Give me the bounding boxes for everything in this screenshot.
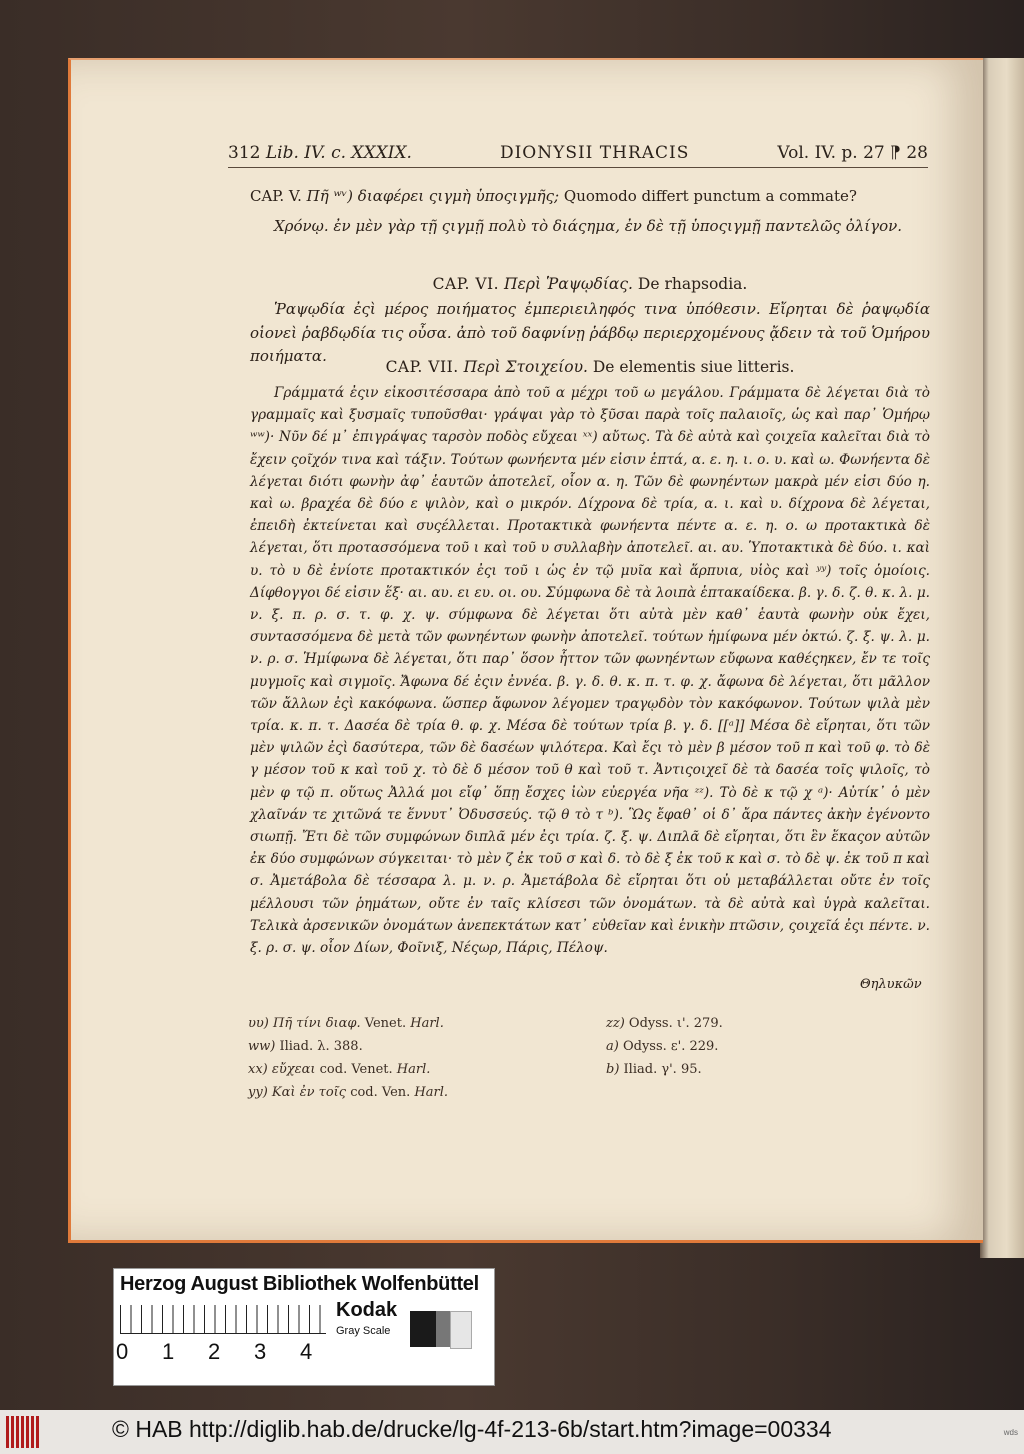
volume-ref: Vol. IV. p. 27 ⁋ 28 (777, 143, 928, 163)
swatch-white (450, 1311, 472, 1349)
footer-bar (0, 1410, 1024, 1454)
footnote: a) Odyss. ε'. 229. (606, 1039, 719, 1054)
color-reference-card (113, 1268, 495, 1386)
catchword: Θηλυκῶν (860, 977, 922, 992)
footnotes-right (606, 1012, 723, 1081)
kodak-logo: Kodak (336, 1299, 398, 1321)
cap-vi-body: Ῥαψῳδία ἐςὶ μέρος ποιήματος ἐμπεριειληφός τινα ὑπόθεσιν. Εἴρηται δὲ ῥαψῳδία οἱονεὶ ῥαβδῳδία τις οὖσα. ἀπὸ τοῦ δαφνίνῃ ῥάβδῳ περιερχομένους ᾄδειν τὰ τοῦ Ὁμήρου ποιήματα. (250, 300, 930, 365)
swatch-gray (436, 1311, 450, 1347)
footnote: ww) Iliad. λ. 388. (248, 1039, 363, 1054)
footnote: xx) εὔχεαι cod. Venet. Harl. (248, 1062, 431, 1077)
facing-page-edge (980, 58, 1024, 1258)
library-name: Herzog August Bibliothek Wolfenbüttel (120, 1273, 479, 1295)
footnote: υυ) Πῆ τίνι διαφ. Venet. Harl. (248, 1016, 444, 1031)
copyright-url: © HAB http://diglib.hab.de/drucke/lg-4f-213-6b/start.htm?image=00334 (112, 1416, 832, 1442)
page-number-ref: 312 Lib. IV. c. XXXIX. (228, 143, 412, 163)
footnotes-left (248, 1012, 448, 1104)
running-header (228, 143, 928, 168)
ruler-numbers: 0 1 2 3 4 (116, 1339, 313, 1364)
hab-logo-icon (6, 1416, 40, 1448)
scale-ruler (120, 1305, 326, 1334)
cap-vii-body: Γράμματά ἐςιν εἰκοσιτέσσαρα ἀπὸ τοῦ α μέχρι τοῦ ω μεγάλου. Γράμματα δὲ λέγεται διὰ τὸ γραμμαῖς καὶ ξυσμαῖς τυποῦσθαι· γράψαι γὰρ τὸ ξῦσαι παρὰ τοῖς παλαιοῖς, ὡς καὶ παρ᾽ Ὁμήρῳ ʷʷ)· Νῦν δέ μ᾽ ἐπιγράψας ταρσὸν ποδὸς εὔχεαι ˣˣ) αὔτως. Τὰ δὲ αὐτὰ καὶ ςοιχεῖα καλεῖται διὰ τὸ ἔχειν ςοῖχόν τινα καὶ τάξιν. Τούτων φωνήεντα μέν εἰσιν ἑπτά, α. ε. η. ι. ο. υ. καὶ ω. Φωνήεντα δὲ λέγεται διότι φωνὴν ἀφ᾽ ἑαυτῶν ἀποτελεῖ, οἷον α. η. Τῶν δὲ φωνηέντων μακρὰ μέν εἰσι δύο η. καὶ ω. βραχέα δὲ δύο ε ψιλὸν, καὶ ο μικρόν. Δίχρονα δὲ τρία, α. ι. καὶ υ. δίχρονα δὲ λέγεται, ἐπειδὴ ἐκτείνεται καὶ συςέλλεται. Προτακτικὰ φωνήεντα πέντε α. ε. η. ο. ω προτακτικὰ δὲ λέγεται, ὅτι προτασσόμενα τοῦ ι καὶ τοῦ υ συλλαβὴν ἀποτελεῖ. αι. αυ. Ὑποτακτικὰ δὲ δύο. ι. καὶ υ. τὸ υ δὲ ἐνίοτε προτακτικόν ἐςι τοῦ ι ὡς ἐν τῷ μυῖα καὶ ἅρπυια, υἱὸς καὶ ʸʸ) τοῖς ὁμοίοις. Δίφθογγοι δέ εἰσιν ἕξ· αι. αυ. ει ευ. οι. ου. Σύμφωνα δὲ τὰ λοιπὰ ἑπτακαίδεκα. β. γ. δ. ζ. θ. κ. λ. μ. ν. ξ. π. ρ. σ. τ. φ. χ. ψ. σύμφωνα δὲ λέγεται ὅτι αὐτὰ μὲν καθ᾽ ἑαυτὰ φωνὴν οὐκ ἔχει, συντασσόμενα δὲ μετὰ τῶν φωνηέντων φωνὴν ἀποτελεῖ. τούτων ἡμίφωνα μέν ὀκτώ. ζ. ξ. ψ. λ. μ. ν. ρ. σ. Ἡμίφωνα δὲ λέγεται, ὅτι παρ᾽ ὅσον ἧττον τῶν φωνηέντων εὔφωνα καθέςηκεν, ἔν τε τοῖς μυγμοῖς καὶ σιγμοῖς. Ἄφωνα δέ ἐςιν ἐννέα. β. γ. δ. θ. κ. π. τ. φ. χ. ἄφωνα δὲ λέγεται, ὅτι μᾶλλον τῶν ἄλλων ἐςὶ κακόφωνα. ὥσπερ ἄφωνον λέγομεν τραγῳδὸν τὸν κακόφωνον. Τούτων ψιλὰ μὲν τρία. κ. π. τ. Δασέα δὲ τρία θ. φ. χ. Μέσα δὲ τούτων τρία β. γ. δ. [[ᵃ]] Μέσα δὲ εἴρηται, ὅτι τῶν μὲν ψιλῶν ἐςὶ δασύτερα, τῶν δὲ δασέων ψιλότερα. Καὶ ἔςι τὸ μὲν β μέσον τοῦ π καὶ τοῦ φ. τὸ δὲ γ μέσον τοῦ κ καὶ τοῦ χ. τὸ δὲ δ μέσον τοῦ θ καὶ τοῦ τ. Ἀντιςοιχεῖ δὲ τὰ δασέα τοῖς ψιλοῖς, τὸ μὲν φ τῷ π. οὕτως Ἀλλά μοι εἴφ᾽ ὅπῃ ἔσχες ἰὼν εὐεργέα νῆα ᶻᶻ). Τὸ δὲ κ τῷ χ ᵃ)· Αὐτίκ᾽ ὁ μὲν χλαῖνάν τε χιτῶνά τε ἕννυτ᾽ Ὀδυσσεύς. τῷ θ τὸ τ ᵇ). Ὣς ἔφαθ᾽ οἱ δ᾽ ἄρα πάντες ἀκὴν ἐγένοντο σιωπῇ. Ἔτι δὲ τῶν συμφώνων διπλᾶ μέν ἐςι τρία. ζ. ξ. ψ. Διπλᾶ δὲ εἴρηται, ὅτι ἓν ἕκαςον αὐτῶν ἐκ δύο συμφώνων σύγκειται· τὸ μὲν ζ ἐκ τοῦ σ καὶ δ. τὸ δὲ ξ ἐκ τοῦ κ καὶ σ. τὸ δὲ ψ. ἐκ τοῦ π καὶ σ. Ἀμετάβολα δὲ τέσσαρα λ. μ. ν. ρ. Ἀμετάβολα δὲ εἴρηται ὅτι οὐ μεταβάλλεται οὔτε ἐν τοῖς μέλλουσι τῶν ῥημάτων, οὔτε ἐν ταῖς κλίσεσι τῶν ὀνομάτων. τὰ δὲ αὐτὰ καὶ ὑγρὰ καλεῖται. Τελικὰ ἀρσενικῶν ὀνομάτων ἀνεπεκτάτων κατ᾽ εὐθεῖαν καὶ ἑνικὴν πτῶσιν, ςοιχεῖά ἐςι πέντε. ν. ξ. ρ. σ. ψ. οἷον Δίων, Φοῖνιξ, Νέςωρ, Πάρις, Πέλοψ. (250, 385, 930, 957)
cap-vii-heading: CAP. VII. Περὶ Στοιχείου. De elementis siue litteris. (385, 358, 795, 376)
swatch-black (410, 1311, 436, 1347)
running-title: DIONYSII THRACIS (499, 143, 690, 163)
footer-mark: wds (1003, 1428, 1018, 1437)
footnote: zz) Odyss. ι'. 279. (606, 1016, 723, 1031)
cap-v-heading: CAP. V. Πῆ ʷᵛ) διαφέρει ςιγμὴ ὑποςιγμῆς; Quomodo differt punctum a commate? (250, 187, 857, 205)
cap-v-body: Χρόνῳ. ἐν μὲν γὰρ τῇ ςιγμῇ πολὺ τὸ διάςημα, ἐν δὲ τῇ ὑποςιγμῇ παντελῶς ὀλίγον. (274, 217, 903, 235)
footnote: b) Iliad. γ'. 95. (606, 1062, 702, 1077)
cap-vi-heading: CAP. VI. Περὶ Ῥαψῳδίας. De rhapsodia. (432, 275, 748, 293)
gray-scale-label: Gray Scale (336, 1325, 391, 1337)
footnote: yy) Καὶ ἐν τοῖς cod. Ven. Harl. (248, 1085, 449, 1100)
